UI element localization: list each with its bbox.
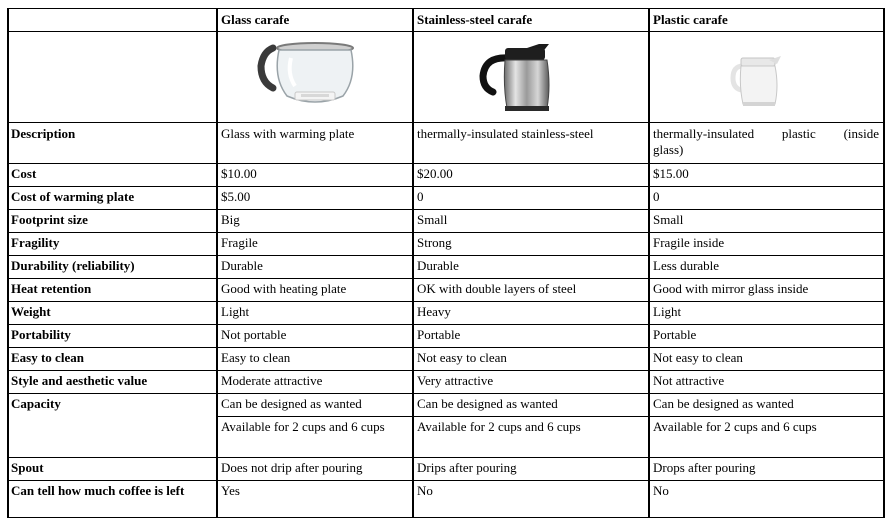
steel-warming-plate-cost: 0 bbox=[417, 189, 424, 204]
row-line bbox=[7, 324, 885, 325]
plastic-capacity-sizes: Available for 2 cups and 6 cups bbox=[653, 419, 817, 434]
glass-durability: Durable bbox=[221, 258, 263, 273]
row-label-durability: Durability (reliability) bbox=[11, 258, 135, 273]
glass-fragility: Fragile bbox=[221, 235, 258, 250]
steel-spout: Drips after pouring bbox=[417, 460, 517, 475]
steel-capacity-sizes: Available for 2 cups and 6 cups bbox=[417, 419, 581, 434]
row-label-warming-plate-cost: Cost of warming plate bbox=[11, 189, 135, 204]
plastic-cost: $15.00 bbox=[653, 166, 689, 181]
row-line bbox=[7, 480, 885, 481]
column-divider-1 bbox=[216, 8, 218, 518]
capacity-sub-line bbox=[216, 416, 885, 417]
plastic-durability: Less durable bbox=[653, 258, 720, 273]
table-border-bottom bbox=[7, 517, 885, 518]
steel-coffee-level: No bbox=[417, 483, 433, 498]
plastic-spout: Drops after pouring bbox=[653, 460, 756, 475]
glass-coffee-level: Yes bbox=[221, 483, 240, 498]
row-line bbox=[7, 393, 885, 394]
row-label-style: Style and aesthetic value bbox=[11, 373, 148, 388]
row-label-capacity: Capacity bbox=[11, 396, 61, 411]
glass-warming-plate-cost: $5.00 bbox=[221, 189, 251, 204]
steel-style: Very attractive bbox=[417, 373, 494, 388]
steel-description: thermally-insulated stainless-steel bbox=[417, 126, 594, 141]
column-divider-2 bbox=[412, 8, 414, 518]
plastic-fragility: Fragile inside bbox=[653, 235, 725, 250]
steel-cost: $20.00 bbox=[417, 166, 453, 181]
plastic-description-word: plastic bbox=[781, 126, 816, 141]
glass-weight: Light bbox=[221, 304, 250, 319]
plastic-warming-plate-cost: 0 bbox=[653, 189, 660, 204]
row-label-description: Description bbox=[11, 126, 76, 141]
steel-capacity: Can be designed as wanted bbox=[417, 396, 558, 411]
row-line bbox=[7, 255, 885, 256]
steel-heat-retention: OK with double layers of steel bbox=[417, 281, 577, 296]
glass-capacity-sizes: Available for 2 cups and 6 cups bbox=[221, 419, 385, 434]
glass-easy-to-clean: Easy to clean bbox=[221, 350, 291, 365]
stainless-steel-carafe-image bbox=[475, 36, 559, 116]
column-divider-3 bbox=[648, 8, 650, 518]
plastic-easy-to-clean: Not easy to clean bbox=[653, 350, 743, 365]
plastic-carafe-image bbox=[729, 52, 785, 110]
glass-cost: $10.00 bbox=[221, 166, 257, 181]
row-line bbox=[7, 31, 885, 32]
plastic-heat-retention: Good with mirror glass inside bbox=[653, 281, 809, 296]
glass-spout: Does not drip after pouring bbox=[221, 460, 363, 475]
table-border-right bbox=[883, 8, 885, 518]
row-label-spout: Spout bbox=[11, 460, 44, 475]
row-line bbox=[7, 347, 885, 348]
steel-fragility: Strong bbox=[417, 235, 452, 250]
row-label-footprint-size: Footprint size bbox=[11, 212, 88, 227]
row-label-coffee-level: Can tell how much coffee is left bbox=[11, 483, 185, 498]
steel-portability: Portable bbox=[417, 327, 461, 342]
row-label-fragility: Fragility bbox=[11, 235, 60, 250]
plastic-description-word: thermally-insulated bbox=[653, 126, 755, 141]
plastic-coffee-level: No bbox=[653, 483, 669, 498]
comparison-table bbox=[7, 8, 885, 518]
plastic-description-word: (inside bbox=[843, 126, 879, 141]
row-line bbox=[7, 209, 885, 210]
row-line bbox=[7, 163, 885, 164]
row-label-cost: Cost bbox=[11, 166, 37, 181]
row-line bbox=[7, 8, 885, 9]
row-label-easy-to-clean: Easy to clean bbox=[11, 350, 84, 365]
plastic-style: Not attractive bbox=[653, 373, 725, 388]
row-line bbox=[7, 457, 885, 458]
plastic-description bbox=[651, 125, 881, 161]
row-line bbox=[7, 301, 885, 302]
row-line bbox=[7, 122, 885, 123]
row-label-heat-retention: Heat retention bbox=[11, 281, 92, 296]
glass-portability: Not portable bbox=[221, 327, 287, 342]
plastic-weight: Light bbox=[653, 304, 682, 319]
row-label-weight: Weight bbox=[11, 304, 51, 319]
glass-capacity: Can be designed as wanted bbox=[221, 396, 362, 411]
plastic-capacity: Can be designed as wanted bbox=[653, 396, 794, 411]
row-line bbox=[7, 186, 885, 187]
steel-weight: Heavy bbox=[417, 304, 451, 319]
steel-easy-to-clean: Not easy to clean bbox=[417, 350, 507, 365]
plastic-description-word: glass) bbox=[653, 142, 684, 157]
header-stainless-steel-carafe: Stainless-steel carafe bbox=[417, 12, 533, 27]
steel-footprint-size: Small bbox=[417, 212, 448, 227]
header-plastic-carafe: Plastic carafe bbox=[653, 12, 728, 27]
steel-durability: Durable bbox=[417, 258, 459, 273]
plastic-portability: Portable bbox=[653, 327, 697, 342]
glass-carafe-image bbox=[251, 38, 363, 108]
glass-footprint-size: Big bbox=[221, 212, 240, 227]
glass-style: Moderate attractive bbox=[221, 373, 323, 388]
plastic-footprint-size: Small bbox=[653, 212, 684, 227]
glass-heat-retention: Good with heating plate bbox=[221, 281, 347, 296]
row-line bbox=[7, 370, 885, 371]
glass-description: Glass with warming plate bbox=[221, 126, 355, 141]
row-label-portability: Portability bbox=[11, 327, 71, 342]
row-line bbox=[7, 278, 885, 279]
row-line bbox=[7, 232, 885, 233]
header-glass-carafe: Glass carafe bbox=[221, 12, 290, 27]
